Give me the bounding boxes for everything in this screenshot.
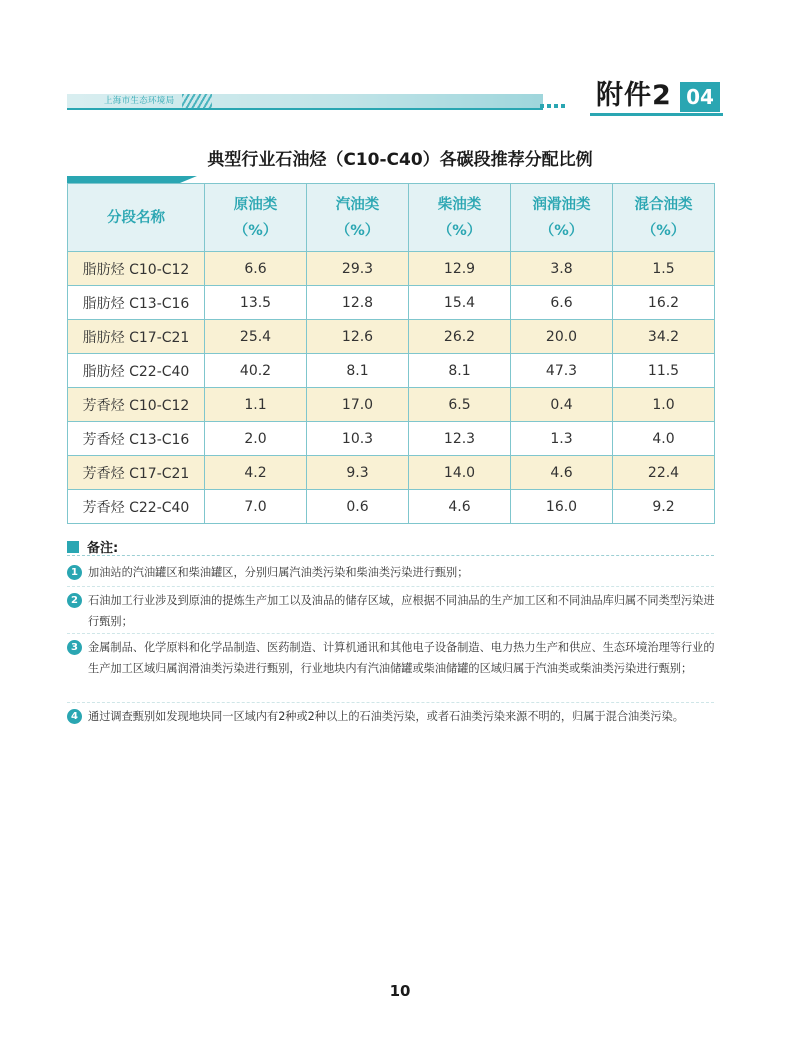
table-cell: 17.0 bbox=[307, 388, 409, 422]
table-cell: 0.6 bbox=[307, 490, 409, 524]
column-header-diesel: 柴油类 （%） bbox=[409, 184, 511, 252]
column-header-crude-oil: 原油类 （%） bbox=[205, 184, 307, 252]
table-cell: 20.0 bbox=[511, 320, 613, 354]
note-divider bbox=[67, 633, 714, 634]
table-cell: 9.3 bbox=[307, 456, 409, 490]
table-cell: 12.9 bbox=[409, 252, 511, 286]
row-label: 芳香烃 C10-C12 bbox=[68, 388, 205, 422]
table-row bbox=[68, 286, 715, 320]
table-row bbox=[68, 320, 715, 354]
table-row bbox=[68, 456, 715, 490]
note-item-1 bbox=[67, 562, 727, 583]
note-text: 金属制品、化学原料和化学品制造、医药制造、计算机通讯和其他电子设备制造、电力热力生产和供应、生态环境治理等行业的生产加工区域归属润滑油类污染进行甄别，行业地块内有汽油储罐或柴油储罐的区域归属于汽油类或柴油类污染进行甄别； bbox=[88, 641, 715, 675]
row-label: 脂肪烃 C22-C40 bbox=[68, 354, 205, 388]
number-badge-icon: 2 bbox=[67, 593, 82, 608]
table-cell: 34.2 bbox=[613, 320, 715, 354]
appendix-number-badge: 04 bbox=[680, 82, 720, 112]
table-cell: 40.2 bbox=[205, 354, 307, 388]
table-cell: 8.1 bbox=[409, 354, 511, 388]
table-cell: 15.4 bbox=[409, 286, 511, 320]
table-cell: 4.6 bbox=[409, 490, 511, 524]
table-title: 典型行业石油烃（C10-C40）各碳段推荐分配比例 bbox=[207, 150, 593, 170]
table-cell: 0.4 bbox=[511, 388, 613, 422]
table-cell: 7.0 bbox=[205, 490, 307, 524]
table-cell: 10.3 bbox=[307, 422, 409, 456]
appendix-underline bbox=[590, 113, 723, 116]
table-cell: 1.1 bbox=[205, 388, 307, 422]
table-cell: 29.3 bbox=[307, 252, 409, 286]
note-item-2 bbox=[67, 590, 727, 632]
square-icon bbox=[67, 541, 79, 553]
table-cell: 26.2 bbox=[409, 320, 511, 354]
table-cell: 4.2 bbox=[205, 456, 307, 490]
table-cell: 9.2 bbox=[613, 490, 715, 524]
table-cell: 14.0 bbox=[409, 456, 511, 490]
table-cell: 1.3 bbox=[511, 422, 613, 456]
table-header-row bbox=[68, 184, 715, 252]
table-row bbox=[68, 388, 715, 422]
note-divider bbox=[67, 586, 714, 587]
table-cell: 13.5 bbox=[205, 286, 307, 320]
column-header-segment: 分段名称 bbox=[68, 184, 205, 252]
column-header-mixed-oil: 混合油类 （%） bbox=[613, 184, 715, 252]
table-cell: 12.6 bbox=[307, 320, 409, 354]
table-cell: 3.8 bbox=[511, 252, 613, 286]
table-cell: 11.5 bbox=[613, 354, 715, 388]
note-text: 石油加工行业涉及到原油的提炼生产加工以及油品的储存区域，应根据不同油品的生产加工区和不同油品库归属不同类型污染进行甄别； bbox=[88, 594, 715, 628]
note-item-4 bbox=[67, 706, 727, 727]
note-item-3 bbox=[67, 637, 727, 679]
row-label: 芳香烃 C17-C21 bbox=[68, 456, 205, 490]
table-row bbox=[68, 422, 715, 456]
table-cell: 12.8 bbox=[307, 286, 409, 320]
table-row bbox=[68, 252, 715, 286]
note-text: 通过调查甄别如发现地块同一区域内有2种或2种以上的石油类污染，或者石油类污染来源不明的，归属于混合油类污染。 bbox=[88, 710, 684, 723]
notes-heading bbox=[67, 537, 118, 556]
table-cell: 1.5 bbox=[613, 252, 715, 286]
table-cell: 6.6 bbox=[205, 252, 307, 286]
number-badge-icon: 4 bbox=[67, 709, 82, 724]
column-header-lubricant: 润滑油类 （%） bbox=[511, 184, 613, 252]
header-stripes-decoration bbox=[182, 94, 212, 108]
table-row bbox=[68, 354, 715, 388]
table-cell: 22.4 bbox=[613, 456, 715, 490]
header-rule bbox=[67, 108, 543, 110]
row-label: 芳香烃 C22-C40 bbox=[68, 490, 205, 524]
table-cell: 16.2 bbox=[613, 286, 715, 320]
table-cell: 12.3 bbox=[409, 422, 511, 456]
column-header-gasoline: 汽油类 （%） bbox=[307, 184, 409, 252]
number-badge-icon: 1 bbox=[67, 565, 82, 580]
table-cell: 6.6 bbox=[511, 286, 613, 320]
page-number: 10 bbox=[389, 982, 411, 1000]
row-label: 脂肪烃 C17-C21 bbox=[68, 320, 205, 354]
table-cell: 4.0 bbox=[613, 422, 715, 456]
table-cell: 47.3 bbox=[511, 354, 613, 388]
allocation-table bbox=[67, 183, 715, 524]
table-cell: 4.6 bbox=[511, 456, 613, 490]
note-text: 加油站的汽油罐区和柴油罐区，分别归属汽油类污染和柴油类污染进行甄别； bbox=[88, 566, 469, 579]
table-cell: 16.0 bbox=[511, 490, 613, 524]
table-cell: 25.4 bbox=[205, 320, 307, 354]
note-divider bbox=[67, 702, 714, 703]
table-cell: 1.0 bbox=[613, 388, 715, 422]
table-cell: 2.0 bbox=[205, 422, 307, 456]
number-badge-icon: 3 bbox=[67, 640, 82, 655]
notes-divider bbox=[67, 555, 714, 556]
table-cell: 6.5 bbox=[409, 388, 511, 422]
table-cell: 8.1 bbox=[307, 354, 409, 388]
row-label: 脂肪烃 C13-C16 bbox=[68, 286, 205, 320]
table-row bbox=[68, 490, 715, 524]
header-dots-decoration bbox=[540, 104, 565, 108]
notes-title: 备注: bbox=[87, 541, 119, 556]
header-org-name: 上海市生态环境局 bbox=[104, 96, 175, 106]
appendix-label: 附件2 bbox=[596, 80, 672, 111]
row-label: 芳香烃 C13-C16 bbox=[68, 422, 205, 456]
row-label: 脂肪烃 C10-C12 bbox=[68, 252, 205, 286]
